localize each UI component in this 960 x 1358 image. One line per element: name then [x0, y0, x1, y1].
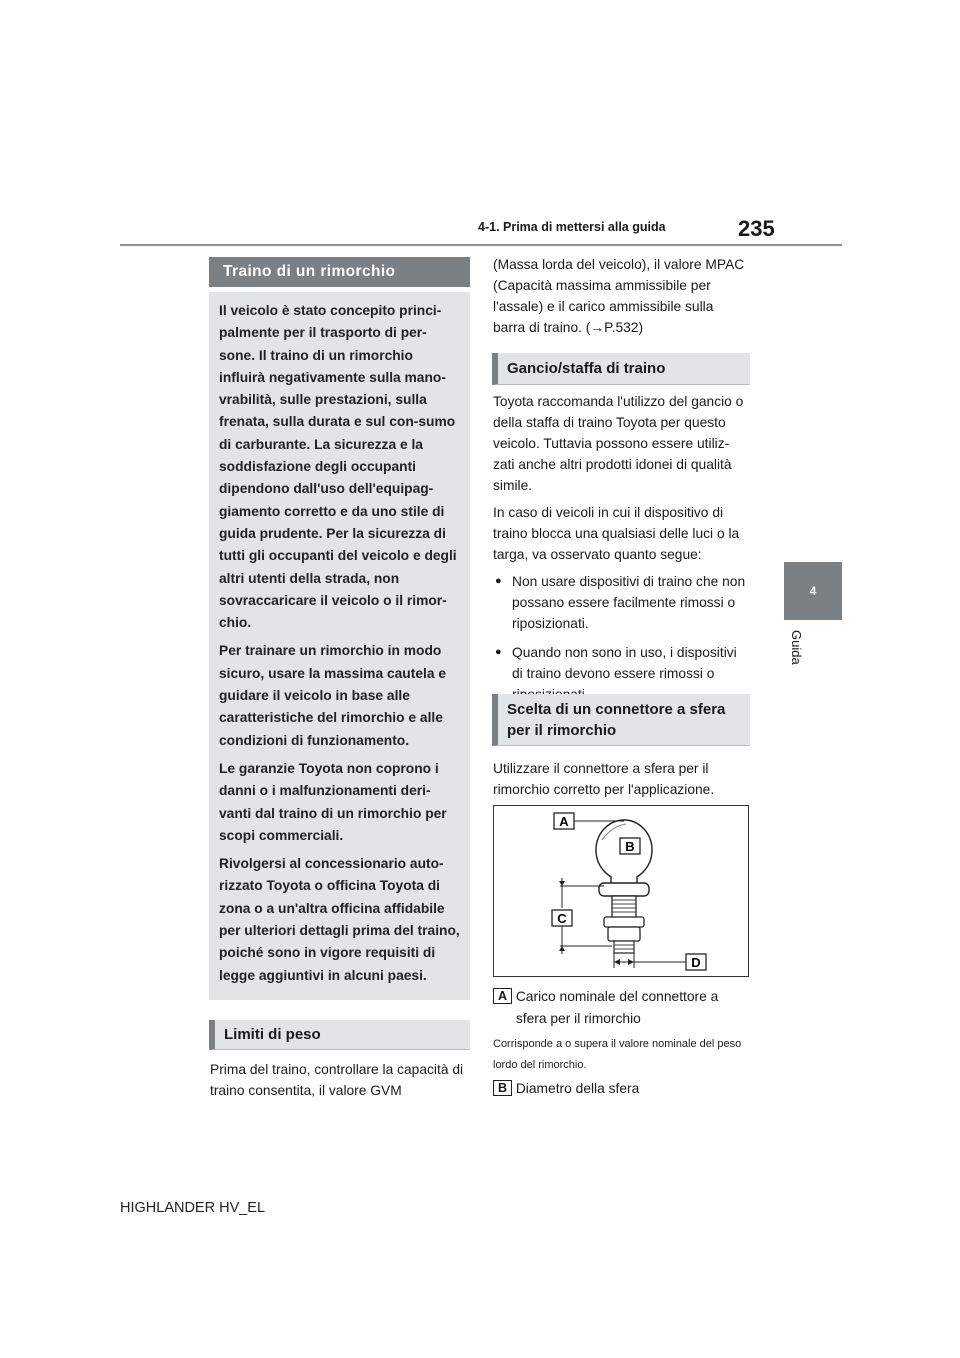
legend-note-a: Corrisponde a o supera il valore nominale del peso lordo del rimorchio. — [493, 1038, 742, 1071]
weight-limits-text: Prima del traino, controllare la capacità di traino consentita, il valore GVM — [210, 1062, 464, 1098]
figure-label-b: B — [625, 839, 635, 854]
figure-label-c: C — [557, 911, 567, 926]
legend-key-a: A — [493, 988, 512, 1004]
hitch-heading: Gancio/staffa di traino — [492, 353, 750, 385]
footer-model: HIGHLANDER HV_EL — [120, 1200, 266, 1216]
weight-limits-heading: Limiti di peso — [209, 1020, 470, 1050]
bullet-text: Non usare dispositivi di traino che non possano essere facilmente rimossi o riposizionati. — [512, 574, 746, 631]
chapter-number: 4 — [809, 584, 817, 598]
towing-heading: Traino di un rimorchio — [209, 257, 470, 287]
bullet-item — [493, 571, 749, 634]
hitch-paragraph: In caso di veicoli in cui il dispositivo di traino blocca una qualsiasi delle luci o la targa, va osservato quanto segue: — [493, 505, 740, 562]
ball-mount-text: Utilizzare il connettore a sfera per il rimorchio corretto per l'applicazione. — [493, 761, 715, 797]
hitch-content — [493, 391, 749, 713]
figure-label-a: A — [559, 814, 569, 829]
legend-text-a: Carico nominale del connettore a sfera per il rimorchio — [515, 989, 719, 1026]
bullet-text: Quando non sono in uso, i dispositivi di traino devono essere rimossi o — [512, 645, 737, 681]
page-number: 235 — [738, 216, 775, 241]
section-title: 4-1. Prima di mettersi alla guida — [478, 220, 666, 234]
towing-paragraph: Per trainare un rimorchio in modo sicuro, usare la massima cautela e guidare il veicolo in base alle caratteristiche del rimorchio e alle condizioni di funzionamento. — [219, 643, 447, 748]
chapter-label — [790, 630, 804, 690]
towing-paragraph: Le garanzie Toyota non coprono i danni o i malfunzionamenti deri-vanti dal traino di un rimorchio per scopi commerciali. — [219, 760, 447, 843]
chapter-tab — [784, 562, 842, 620]
header-divider — [120, 244, 842, 246]
towing-paragraph: Rivolgersi al concessionario auto-rizzato Toyota o officina Toyota di zona o a un'altra officina affidabile per ulteriori dettagli prima del traino, poiché sono in vigore requisiti di legge aggiuntivi in alcuni paesi. — [219, 856, 460, 983]
ball-mount-figure — [493, 805, 749, 977]
bullet-icon: ● — [495, 646, 502, 658]
bullet-icon: ● — [495, 575, 502, 587]
legend-item-b — [493, 1078, 749, 1100]
legend-item-a — [493, 986, 749, 1030]
ball-mount-heading: Scelta di un connettore a sfera per il rimorchio — [492, 694, 750, 746]
chapter-label-text: Guida — [789, 630, 804, 665]
legend-key-b: B — [493, 1080, 512, 1096]
weight-limits-continuation: (Massa lorda del veicolo), il valore MPAC (Capacità massima ammissibile per l'assale) e il carico ammissibile sulla barra di traino. (→P.532) — [493, 257, 745, 335]
figure-label-d: D — [691, 955, 701, 970]
ball-mount-diagram — [494, 806, 748, 976]
hitch-paragraph: Toyota raccomanda l'utilizzo del gancio o della staffa di traino Toyota per questo veicolo. Tuttavia possono essere utiliz-zati anche altri prodotti idonei di qualità simile. — [493, 394, 744, 493]
towing-intro-box — [209, 292, 470, 1000]
legend-text-b: Diametro della sfera — [515, 1081, 640, 1096]
towing-paragraph: Il veicolo è stato concepito princi-palmente per il trasporto di per-sone. Il traino di un rimorchio influirà negativamente sulla mano-vrabilità, sulle prestazioni, sulla frenata, sulla durata e sul con-sumo di carburante. La sicurezza e la soddisfazione degli occupanti dipendono dall'uso dell'equipag-giamento corretto e da uno stile di guida prudente. Per la sicurezza di tutti gli occupanti del veicolo e degli altri utenti della strada, non sovraccaricare il veicolo o il rimor-chio. — [219, 303, 457, 631]
